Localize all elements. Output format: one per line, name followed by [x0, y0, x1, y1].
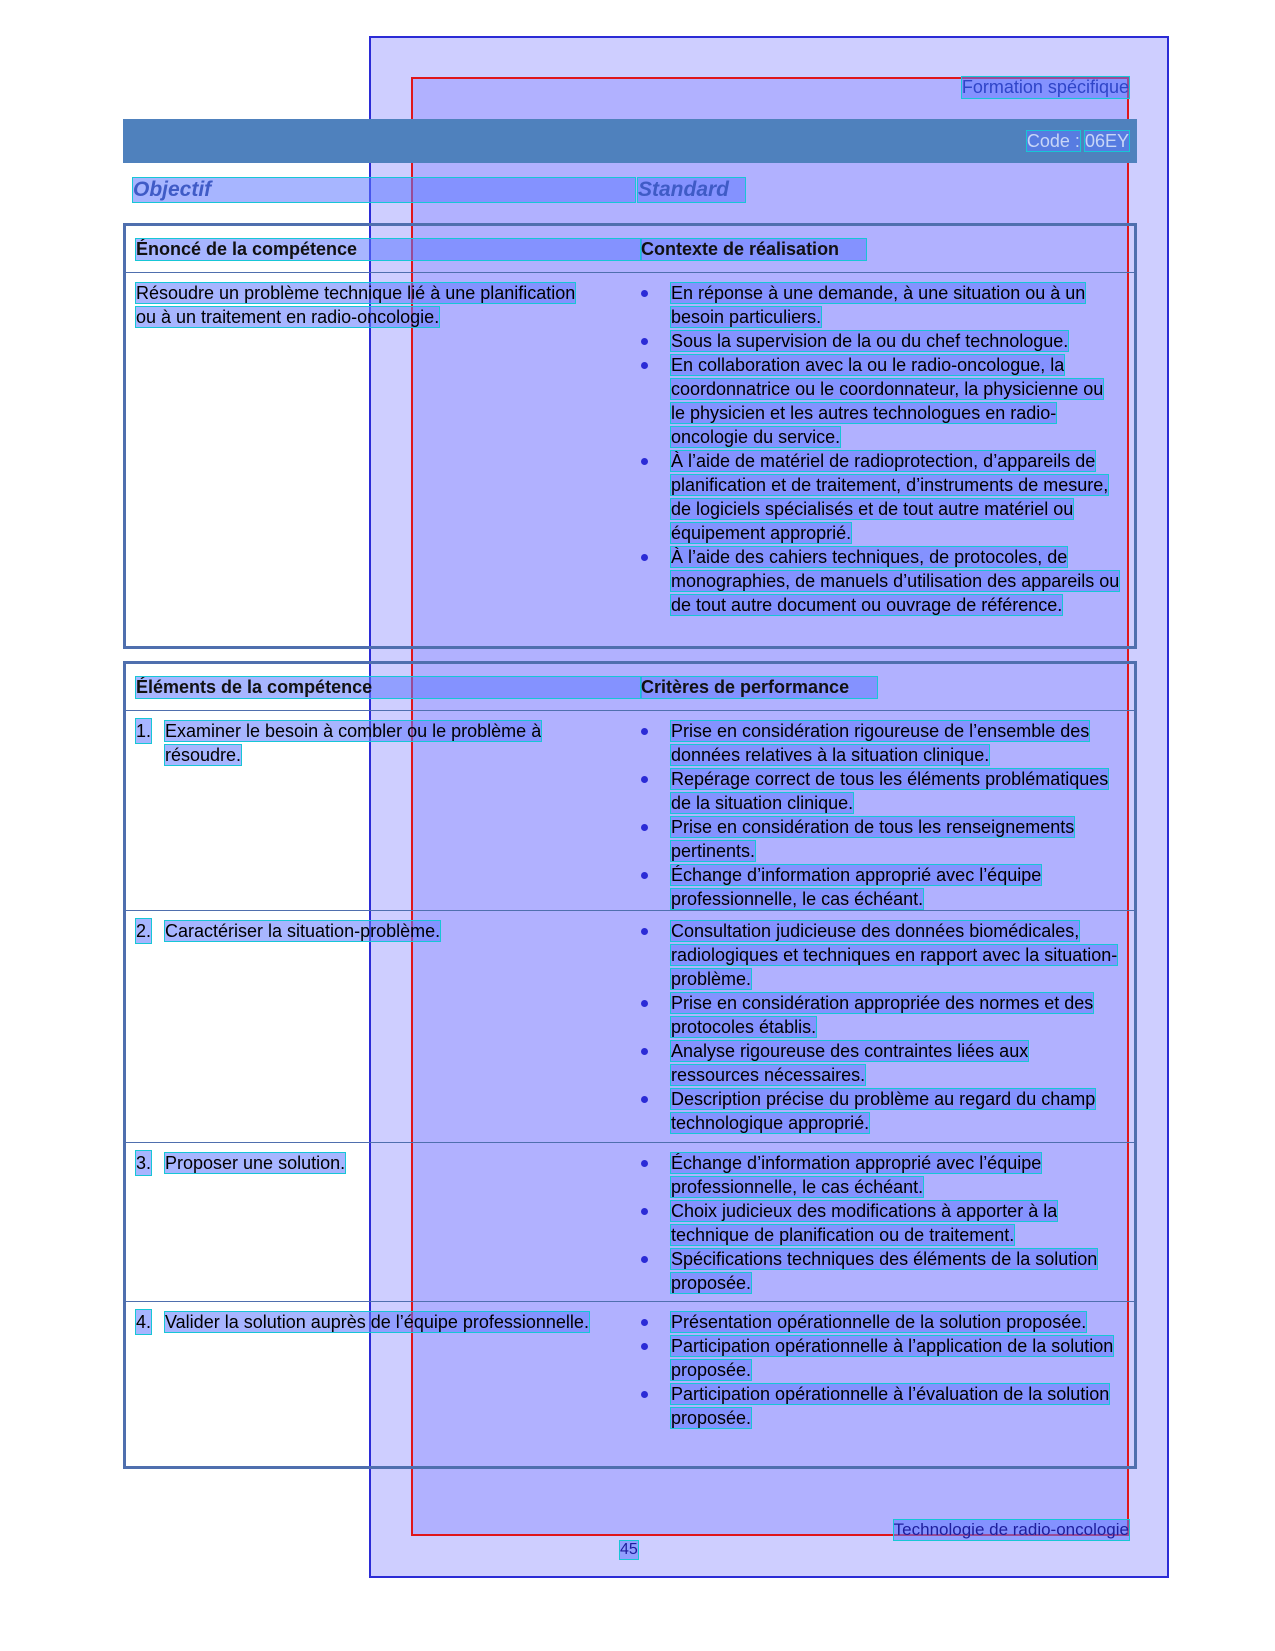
element-item-body: [136, 1310, 596, 1334]
context-item-text: À l’aide de matériel de radioprotection, d’appareils de planification et de traitement, d’instruments de mesure, de logiciels spécialisés et de tout autre matériel ou équipement approprié.: [671, 451, 1109, 543]
element-item-body: [136, 919, 596, 943]
bullet-icon: [641, 1343, 648, 1350]
code-bar: [123, 119, 1137, 163]
bullet-icon: [641, 1256, 648, 1263]
criteria-cell: [641, 719, 1121, 911]
context-item-text: Sous la supervision de la ou du chef technologue.: [671, 331, 1069, 351]
bullet-icon: [641, 928, 648, 935]
element-item-body: [136, 719, 596, 767]
bullet-icon: [641, 458, 648, 465]
criteria-item-text: Présentation opérationnelle de la solution proposée.: [671, 1312, 1087, 1332]
criteria-item-text: Consultation judicieuse des données biomédicales, radiologiques et techniques en rapport avec la situation-problème.: [671, 921, 1118, 989]
criteria-item-text: Spécifications techniques des éléments de la solution proposée.: [671, 1249, 1098, 1293]
element-item: [136, 1151, 596, 1175]
criteria-item: [641, 919, 1121, 991]
element-item: [136, 1310, 596, 1334]
element-number: 4.: [136, 1312, 152, 1332]
context-item: [641, 449, 1121, 545]
standard-title: Standard: [638, 178, 745, 202]
criteria-list: [641, 719, 1121, 911]
code-label-group: [1027, 131, 1129, 152]
criteria-item: [641, 815, 1121, 863]
criteria-item: [641, 719, 1121, 767]
context-item: [641, 353, 1121, 449]
bullet-icon: [641, 872, 648, 879]
criteria-item: [641, 1039, 1121, 1087]
criteria-item-text: Choix judicieux des modifications à apporter à la technique de planification ou de traitement.: [671, 1201, 1058, 1245]
criteria-list: [641, 919, 1121, 1135]
criteria-cell: [641, 1151, 1121, 1295]
bullet-icon: [641, 1000, 648, 1007]
bullet-icon: [641, 554, 648, 561]
context-list-cell: [641, 281, 1121, 617]
criteria-header: Critères de performance: [641, 677, 877, 698]
criteria-item: [641, 863, 1121, 911]
competence-statement-text: Résoudre un problème technique lié à une planification ou à un traitement en radio-oncologie.: [136, 283, 576, 327]
competence-box: [123, 223, 1137, 649]
criteria-item: [641, 1310, 1121, 1334]
element-text: Caractériser la situation-problème.: [165, 921, 441, 941]
elements-header: Éléments de la compétence: [136, 677, 641, 698]
criteria-item-text: Prise en considération rigoureuse de l’ensemble des données relatives à la situation clinique.: [671, 721, 1090, 765]
element-item: [136, 719, 596, 767]
bullet-icon: [641, 1319, 648, 1326]
divider: [126, 710, 1134, 711]
divider: [126, 1142, 1134, 1143]
criteria-item-text: Participation opérationnelle à l’évaluation de la solution proposée.: [671, 1384, 1110, 1428]
criteria-item: [641, 1087, 1121, 1135]
context-item-text: À l’aide des cahiers techniques, de protocoles, de monographies, de manuels d’utilisation des appareils ou de tout autre document ou ouvrage de référence.: [671, 547, 1120, 615]
element-text: Proposer une solution.: [165, 1153, 346, 1173]
bullet-icon: [641, 1391, 648, 1398]
context-item: [641, 329, 1121, 353]
element-number: 3.: [136, 1153, 152, 1173]
bullet-icon: [641, 362, 648, 369]
context-header: Contexte de réalisation: [641, 239, 866, 260]
code-value: 06EY: [1084, 131, 1129, 151]
objective-title: Objectif: [133, 178, 635, 202]
competence-statement-header: Énoncé de la compétence: [136, 239, 641, 260]
divider: [126, 272, 1134, 273]
page-header-title: Formation spécifique: [961, 77, 1129, 97]
element-text: Examiner le besoin à combler ou le problème à résoudre.: [165, 721, 542, 765]
page-number: 45: [620, 1541, 638, 1558]
criteria-item-text: Repérage correct de tous les éléments problématiques de la situation clinique.: [671, 769, 1109, 813]
criteria-cell: [641, 919, 1121, 1135]
criteria-item: [641, 1151, 1121, 1199]
context-item-text: En réponse à une demande, à une situation ou à un besoin particuliers.: [671, 283, 1086, 327]
criteria-item-text: Prise en considération de tous les renseignements pertinents.: [671, 817, 1075, 861]
criteria-list: [641, 1310, 1121, 1430]
footer-program: Technologie de radio-oncologie: [893, 1520, 1129, 1539]
bullet-icon: [641, 824, 648, 831]
criteria-list: [641, 1151, 1121, 1295]
elements-box: [123, 661, 1137, 1469]
bullet-icon: [641, 1096, 648, 1103]
context-item-text: En collaboration avec la ou le radio-oncologue, la coordonnatrice ou le coordonnateur, la physicienne ou le physicien et les autres technologues en radio-oncologie du service.: [671, 355, 1104, 447]
criteria-item: [641, 1247, 1121, 1295]
criteria-item: [641, 1199, 1121, 1247]
divider: [126, 1301, 1134, 1302]
criteria-item: [641, 1334, 1121, 1382]
criteria-item-text: Échange d’information approprié avec l’équipe professionnelle, le cas échéant.: [671, 865, 1042, 909]
criteria-item-text: Description précise du problème au regard du champ technologique approprié.: [671, 1089, 1096, 1133]
criteria-item: [641, 767, 1121, 815]
criteria-item: [641, 1382, 1121, 1430]
criteria-item-text: Participation opérationnelle à l’application de la solution proposée.: [671, 1336, 1114, 1380]
competence-statement: [136, 281, 596, 329]
context-item: [641, 545, 1121, 617]
bullet-icon: [641, 776, 648, 783]
bullet-icon: [641, 338, 648, 345]
bullet-icon: [641, 1160, 648, 1167]
element-item-body: [136, 1151, 596, 1175]
criteria-item: [641, 991, 1121, 1039]
code-label: Code :: [1026, 131, 1080, 151]
bullet-icon: [641, 728, 648, 735]
bullet-icon: [641, 290, 648, 297]
criteria-item-text: Prise en considération appropriée des normes et des protocoles établis.: [671, 993, 1094, 1037]
element-number: 2.: [136, 921, 152, 941]
element-number: 1.: [136, 721, 152, 741]
criteria-item-text: Échange d’information approprié avec l’équipe professionnelle, le cas échéant.: [671, 1153, 1042, 1197]
criteria-cell: [641, 1310, 1121, 1430]
context-list: [641, 281, 1121, 617]
bullet-icon: [641, 1048, 648, 1055]
element-text: Valider la solution auprès de l’équipe professionnelle.: [165, 1312, 589, 1332]
context-item: [641, 281, 1121, 329]
element-item: [136, 919, 596, 943]
bullet-icon: [641, 1208, 648, 1215]
criteria-item-text: Analyse rigoureuse des contraintes liées aux ressources nécessaires.: [671, 1041, 1029, 1085]
